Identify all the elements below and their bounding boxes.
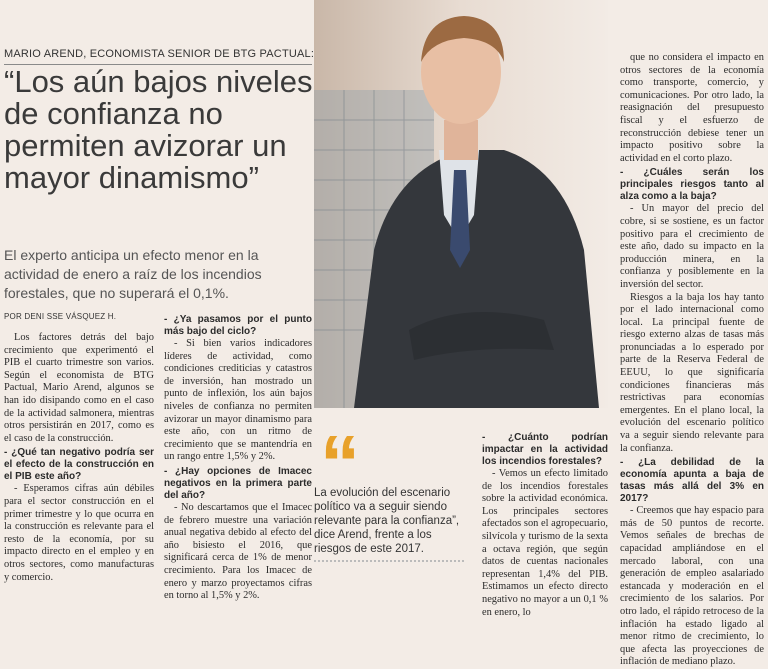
interview-question: - ¿Hay opciones de Imacec negativos en la primera parte del año? xyxy=(164,465,312,501)
interview-question: - ¿Ya pasamos por el punto más bajo del ciclo? xyxy=(164,314,312,337)
column-3 xyxy=(482,430,608,618)
paragraph: - No descartamos que el Imacec de febrero muestre una variación anual negativa debido al efecto del año bisiesto el 2016, que significará cerca de 1% de menor crecimiento. Para los Imacec de enero y marzo proyectamos cifras en torno al 1,5% y 2%. xyxy=(164,501,312,602)
interview-question: - ¿Qué tan negativo podría ser el efecto de la construcción en el PIB este año? xyxy=(4,447,154,483)
quote-mark-icon: “ xyxy=(320,419,360,508)
standfirst: El experto anticipa un efecto menor en la actividad de enero a raíz de los incendios forestales, que no superará el 0,1%. xyxy=(4,247,262,301)
paragraph: Riesgos a la baja los hay tanto por el lado internacional como local. La principal fuente de riesgo externo alzas de tasas más pronunciadas a lo esperado por parte de la Reserva Federal de EEUU, lo que significaría condiciones financieras más restrictivas para economías emergentes. En el plano local, la evolución del escenario político va a seguir siendo relevante para la confianza. xyxy=(620,291,764,454)
column-1 xyxy=(4,332,154,583)
portrait-photo xyxy=(314,0,608,408)
pull-quote-divider xyxy=(314,560,464,562)
paragraph: - Vemos un efecto limitado de los incendios forestales sobre la actividad económica. Los principales sectores afectados son el agropecuario, silvícola y turismo de la sexta a octava región, que según datos de cuentas nacionales representan 1,4% del PIB. Estimamos un efecto directo negativo no mayor a un 0,1 % en enero, lo xyxy=(482,468,608,618)
interview-question: - ¿La debilidad de la economía apunta a baja de tasas más allá del 3% en 2017? xyxy=(620,457,764,505)
paragraph: - Un mayor del precio del cobre, si se sostiene, es un factor positivo para el crecimiento de este año, dado su impacto en la producción minera, en la confianza y posiblemente en la inversión del sector. xyxy=(620,203,764,290)
byline: POR DENI SSE VÁSQUEZ H. xyxy=(4,312,117,321)
paragraph: que no considera el impacto en otros sectores de la economía como transporte, comercio, y comunicaciones. Por otro lado, la reasignación del presupuesto fiscal y el esfuerzo de reconstrucción debiese tener un impacto positivo sobre la actividad en el corto plazo. xyxy=(620,52,764,164)
headline: “Los aún bajos niveles de confianza no permiten avizorar un mayor dinamismo” xyxy=(4,64,313,195)
interview-question: - ¿Cuánto podrían impactar en la actividad los incendios forestales? xyxy=(482,432,608,467)
paragraph: - Esperamos cifras aún débiles para el sector construcción en el primer trimestre y lo que ocurra en la construcción es relevante para el resto de la economía, por su impacto directo en el empleo y en otros sectores, como manufacturas y comercio. xyxy=(4,483,154,583)
kicker: MARIO AREND, ECONOMISTA SENIOR DE BTG PACTUAL: xyxy=(4,48,315,60)
column-4 xyxy=(620,52,764,668)
interview-question: - ¿Cuáles serán los principales riesgos tanto al alza como a la baja? xyxy=(620,167,764,203)
paragraph: - Si bien varios indicadores líderes de actividad, como condiciones crediticias y catastros de inversión, han mostrado un punto de inflexión, los aún bajos niveles de confianza no permiten avizorar un mayor dinamismo para este año, con un ritmo de crecimiento que se mantendría en un rango entre 1,5% y 2%. xyxy=(164,338,312,463)
column-2 xyxy=(164,312,312,602)
pull-quote: La evolución del escenario político va a seguir siendo relevante para la confianza”, dice Arend, frente a los riesgos de este 2017. xyxy=(314,487,460,555)
paragraph: - Creemos que hay espacio para más de 50 puntos de recorte. Vemos señales de brechas de capacidad ampliándose en el mercado laboral, con una generación de empleo asalariado estancada y moderación en el crecimiento de los salarios. Por otro lado, el rápido retroceso de la inflación ha estado ligado al menor ritmo de crecimiento, lo que afecta las proyecciones de inflación de mediano plazo. xyxy=(620,505,764,668)
paragraph: Los factores detrás del bajo crecimiento que experimentó el PIB el cuarto trimestre son varios. Según el economista de BTG Pactual, Mario Arend, algunos se han ido disipando como en el caso de la actividad salmonera, mientras otros persistirán en 2017, como es el caso de la construcción. xyxy=(4,332,154,444)
